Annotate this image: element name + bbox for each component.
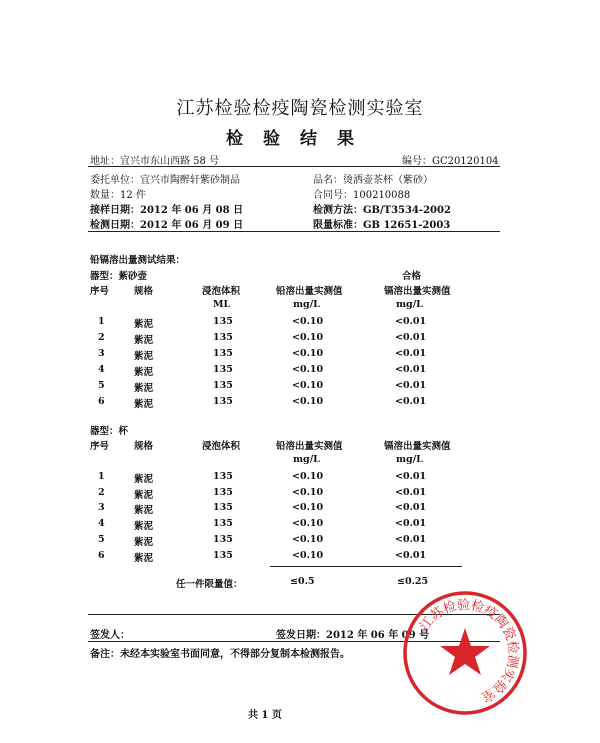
col-volume-header: 浸泡体积: [202, 441, 241, 452]
cell-spec: 紫泥: [134, 319, 154, 330]
product-name: 品名：烫洒壶茶杯（紫砂）: [313, 175, 433, 186]
cell-pb: <0.10: [292, 332, 324, 343]
col-cd-header: 镉溶出量实测值: [384, 286, 451, 297]
cell-pb: <0.10: [292, 316, 324, 327]
cell-volume: 135: [213, 364, 233, 375]
limit-pb: ≤0.5: [290, 576, 315, 587]
report-title: 江苏检验检疫陶瓷检测实验室: [176, 98, 424, 119]
cell-no: 6: [98, 550, 105, 561]
cell-spec: 紫泥: [134, 367, 154, 378]
cell-volume: 135: [213, 487, 233, 498]
cell-pb: <0.10: [292, 550, 324, 561]
cell-volume: 135: [213, 518, 233, 529]
cell-spec: 紫泥: [134, 351, 154, 362]
cell-cd: <0.01: [395, 534, 427, 545]
cell-volume: 135: [213, 471, 233, 482]
quantity: 数量：12 件: [90, 190, 146, 201]
cell-no: 6: [98, 396, 105, 407]
cell-cd: <0.01: [395, 487, 427, 498]
receive-date: 接样日期：2012 年 06 月 08 日: [90, 205, 244, 216]
cell-volume: 135: [213, 348, 233, 359]
cell-volume: 135: [213, 396, 233, 407]
address: 地址：宜兴市东山西路 58 号: [90, 156, 220, 167]
col-pb-header: 铅溶出量实测值: [276, 441, 343, 452]
cell-volume: 135: [213, 502, 233, 513]
cell-spec: 紫泥: [134, 505, 154, 516]
results-title: 铅镉溶出量测试结果：: [90, 255, 186, 266]
group-label: 器型：紫砂壶: [90, 271, 148, 282]
cell-volume: 135: [213, 316, 233, 327]
group-label: 器型：杯: [90, 426, 129, 437]
issuer: 签发人：: [90, 630, 130, 641]
test-method: 检测方法：GB/T3534-2002: [313, 205, 451, 216]
issue-date: 签发日期：2012 年 06 年 09 号: [276, 630, 430, 641]
col-no-header: 序号: [90, 441, 110, 452]
cell-volume: 135: [213, 534, 233, 545]
cell-no: 2: [98, 332, 105, 343]
pb-unit: mg/L: [293, 299, 320, 310]
cell-volume: 135: [213, 550, 233, 561]
col-no-header: 序号: [90, 286, 110, 297]
limit-rule: [270, 566, 462, 567]
seal-text: 江苏检验检疫陶瓷检测实验室: [417, 597, 521, 705]
cell-volume: 135: [213, 332, 233, 343]
cell-pb: <0.10: [292, 396, 324, 407]
cell-pb: <0.10: [292, 471, 324, 482]
cell-cd: <0.01: [395, 380, 427, 391]
volume-unit: ML: [213, 299, 231, 310]
cell-cd: <0.01: [395, 396, 427, 407]
divider-top: [88, 166, 500, 167]
remark: 备注：未经本实验室书面同意，不得部分复制本检测报告。: [90, 649, 350, 660]
seal-star-icon: [440, 628, 490, 675]
report-subtitle: 检验结果: [226, 129, 374, 149]
col-volume-header: 浸泡体积: [202, 286, 241, 297]
cell-no: 3: [98, 348, 105, 359]
col-spec-header: 规格: [134, 286, 154, 297]
limit-standard: 限量标准：GB 12651-2003: [313, 220, 451, 231]
cell-spec: 紫泥: [134, 537, 154, 548]
limit-cd: ≤0.25: [397, 576, 429, 587]
cell-cd: <0.01: [395, 348, 427, 359]
cell-cd: <0.01: [395, 332, 427, 343]
cell-spec: 紫泥: [134, 399, 154, 410]
cell-pb: <0.10: [292, 364, 324, 375]
cell-no: 3: [98, 502, 105, 513]
cell-cd: <0.01: [395, 518, 427, 529]
verdict: 合格: [402, 271, 422, 282]
cell-cd: <0.01: [395, 550, 427, 561]
page-count: 共 1 页: [248, 710, 282, 721]
cell-pb: <0.10: [292, 487, 324, 498]
client: 委托单位：宜兴市陶醉轩紫砂制品: [90, 175, 240, 186]
cell-no: 1: [98, 316, 105, 327]
cell-no: 4: [98, 518, 105, 529]
limit-label: 任一件限量值：: [176, 579, 243, 590]
cell-pb: <0.10: [292, 534, 324, 545]
col-cd-header: 镉溶出量实测值: [384, 441, 451, 452]
cell-spec: 紫泥: [134, 383, 154, 394]
cell-pb: <0.10: [292, 502, 324, 513]
divider-meta: [88, 231, 500, 232]
cell-spec: 紫泥: [134, 490, 154, 501]
official-seal: [400, 588, 530, 718]
cell-no: 4: [98, 364, 105, 375]
cd-unit: mg/L: [396, 454, 423, 465]
cell-pb: <0.10: [292, 380, 324, 391]
cell-pb: <0.10: [292, 348, 324, 359]
cell-no: 1: [98, 471, 105, 482]
col-spec-header: 规格: [134, 441, 154, 452]
col-pb-header: 铅溶出量实测值: [276, 286, 343, 297]
cell-cd: <0.01: [395, 316, 427, 327]
cell-cd: <0.01: [395, 471, 427, 482]
cell-spec: 紫泥: [134, 335, 154, 346]
cell-spec: 紫泥: [134, 521, 154, 532]
cell-spec: 紫泥: [134, 553, 154, 564]
cell-no: 5: [98, 534, 105, 545]
cell-cd: <0.01: [395, 364, 427, 375]
cell-pb: <0.10: [292, 518, 324, 529]
pb-unit: mg/L: [293, 454, 320, 465]
cell-cd: <0.01: [395, 502, 427, 513]
cd-unit: mg/L: [396, 299, 423, 310]
cell-no: 5: [98, 380, 105, 391]
cell-no: 2: [98, 487, 105, 498]
test-date: 检测日期：2012 年 06 月 09 日: [90, 220, 244, 231]
report-number: 编号：GC20120104: [402, 156, 499, 167]
cell-spec: 紫泥: [134, 474, 154, 485]
cell-volume: 135: [213, 380, 233, 391]
contract-number: 合同号：100210088: [313, 190, 411, 201]
